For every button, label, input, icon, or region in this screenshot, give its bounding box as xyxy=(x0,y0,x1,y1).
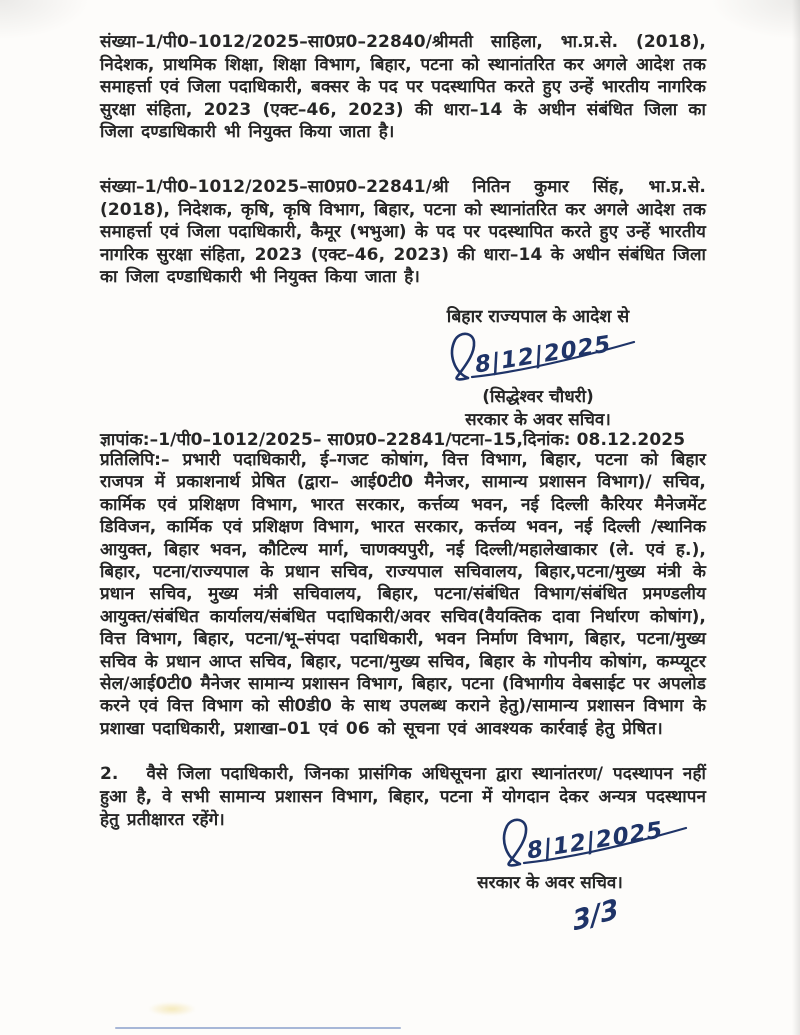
memo-number-line: ज्ञापांक:–1/पी0–1012/2025– सा0प्र0–22841/पटना–15,दिनांक: 08.12.2025 xyxy=(100,430,686,450)
authority-line: बिहार राज्यपाल के आदेश से xyxy=(446,307,630,327)
copy-distribution-paragraph: प्रतिलिपि:– प्रभारी पदाधिकारी, ई–गजट कोषांग, वित्त विभाग, बिहार, पटना को बिहार राजपत्र में प्रकाशनार्थ प्रेषित (द्वारा– आई0टी0 मैनेजर, सामान्य प्रशासन विभाग)/ सचिव, कार्मिक एवं प्रशिक्षण विभाग, भारत सरकार, कर्त्तव्य भवन, नई दिल्ली कैरियर मैनेजमेंट डिविजन, कार्मिक एवं प्रशिक्षण विभाग, भारत सरकार, कर्त्तव्य भवन, नई दिल्ली /स्थानिक आयुक्त, बिहार भवन, कौटिल्य मार्ग, चाणक्यपुरी, नई दिल्ली/महालेखाकार (ले. एवं ह.), बिहार, पटना/राज्यपाल के प्रधान सचिव, राज्यपाल सचिवालय, बिहार,पटना/मुख्य मंत्री के प्रधान सचिव, मुख्य मंत्री सचिवालय, बिहार, पटना/संबंधित विभाग/संबंधित प्रमण्डलीय आयुक्त/संबंधित कार्यालय/संबंधित पदाधिकारी/अवर सचिव(वैयक्तिक दावा निर्धारण कोषांग), वित्त विभाग, बिहार, पटना/भू–संपदा पदाधिकारी, भवन निर्माण विभाग, बिहार, पटना/मुख्य सचिव के प्रधान आप्त सचिव, बिहार, पटना/मुख्य सचिव, बिहार के गोपनीय कोषांग, कम्प्यूटर सेल/आई0टी0 मैनेजर सामान्य प्रशासन विभाग, बिहार, पटना (विभागीय वेबसाईट पर अपलोड करने एवं वित्त विभाग को सी0डी0 के साथ उपलब्ध कराने हेतु)/सामान्य प्रशासन विभाग के प्रशाखा पदाधिकारी, प्रशाखा–01 एवं 06 को सूचना एवं आवश्यक कार्रवाई हेतु प्रेषित। xyxy=(100,450,706,739)
signature-block-primary xyxy=(398,304,678,430)
scan-artifact-edge xyxy=(792,0,800,1035)
scan-artifact-line xyxy=(115,1027,401,1029)
item-2-number: 2. xyxy=(100,764,119,784)
signatory-designation: सरकार के अवर सचिव। xyxy=(465,410,611,430)
scan-artifact-corner xyxy=(710,0,800,40)
handwritten-page-number: 3/3 xyxy=(570,893,621,938)
handwritten-signature xyxy=(438,330,638,382)
handwritten-signature xyxy=(490,816,690,868)
signature-date-scrawl: 8|12|2025 xyxy=(474,330,612,380)
signatory-name: (सिद्धेश्वर चौधरी) xyxy=(482,387,594,407)
item-2-text: वैसे जिला पदाधिकारी, जिनका प्रासंगिक अधिसूचना द्वारा स्थानांतरण/ पदस्थापन नहीं हुआ है, वे सभी सामान्य प्रशासन विभाग, बिहार, पटना में योगदान देकर अन्यत्र पदस्थापन हेतु प्रतीक्षारत रहेंगे। xyxy=(100,764,706,830)
scan-artifact-corner xyxy=(0,0,90,40)
closing-signatory-designation: सरकार के अवर सचिव। xyxy=(477,873,623,893)
scan-artifact-smudge xyxy=(148,1002,196,1016)
signature-block-closing xyxy=(420,814,680,893)
order-paragraph-22840: संख्या–1/पी0–1012/2025–सा0प्र0–22840/श्रीमती साहिला, भा.प्र.से. (2018), निदेशक, प्राथमिक शिक्षा, शिक्षा विभाग, बिहार, पटना को स्थानांतरित कर अगले आदेश तक समाहर्त्ता एवं जिला पदाधिकारी, बक्सर के पद पर पदस्थापित करते हुए उन्हें भारतीय नागरिक सुरक्षा संहिता, 2023 (एक्ट–46, 2023) की धारा–14 के अधीन संबंधित जिला का जिला दण्डाधिकारी भी नियुक्त किया जाता है। xyxy=(100,32,706,142)
signature-date-scrawl: 8|12|2025 xyxy=(526,816,664,866)
order-paragraph-22841: संख्या–1/पी0–1012/2025–सा0प्र0–22841/श्री नितिन कुमार सिंह, भा.प्र.से. (2018), निदेशक, कृषि, कृषि विभाग, बिहार, पटना को स्थानांतरित कर अगले आदेश तक समाहर्त्ता एवं जिला पदाधिकारी, कैमूर (भभुआ) के पद पर पदस्थापित करते हुए उन्हें भारतीय नागरिक सुरक्षा संहिता, 2023 (एक्ट–46, 2023) की धारा–14 के अधीन संबंधित जिला का जिला दण्डाधिकारी भी नियुक्त किया जाता है। xyxy=(100,177,706,287)
